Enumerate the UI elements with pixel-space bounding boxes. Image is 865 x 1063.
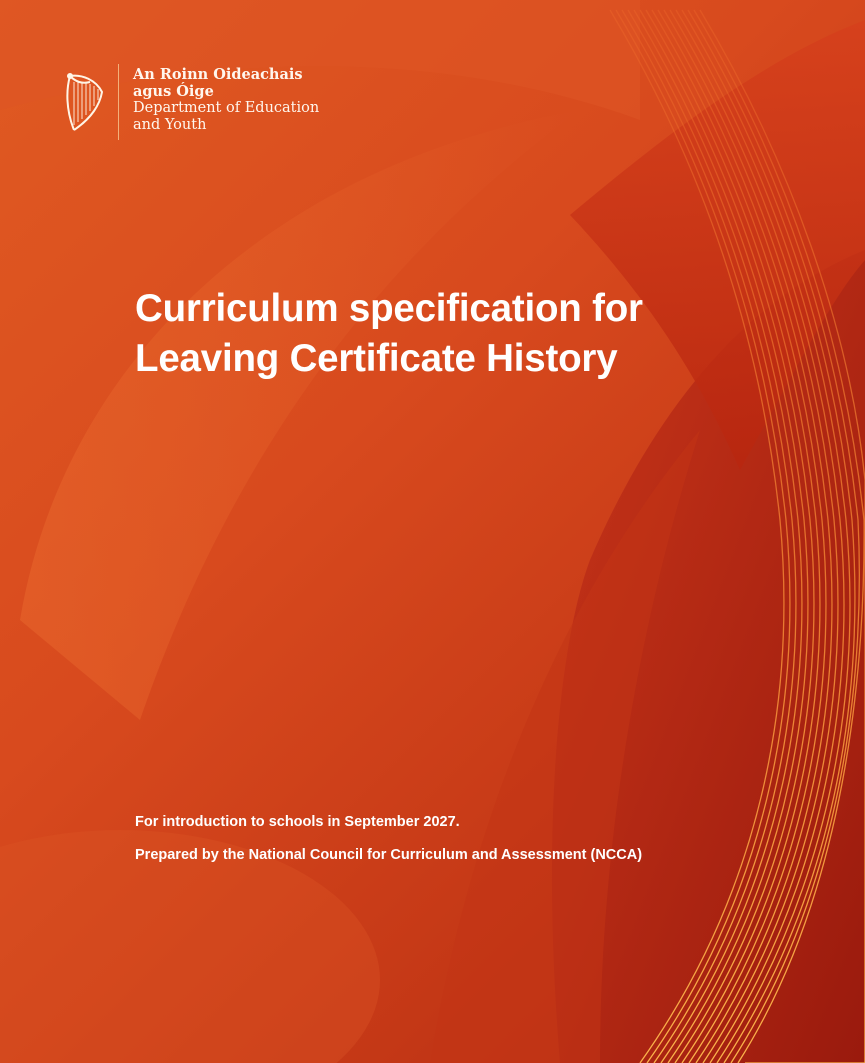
department-name (133, 66, 319, 134)
department-name-english-line2: and Youth (133, 117, 207, 133)
prepared-by-note: Prepared by the National Council for Curriculum and Assessment (NCCA) (135, 847, 643, 863)
department-name-english-line1: Department of Education (133, 100, 320, 116)
introduction-note: For introduction to schools in September 2027. (135, 814, 460, 830)
logo-divider (118, 64, 119, 140)
harp-icon (62, 70, 106, 136)
department-logo (62, 64, 322, 140)
title-line-2: Leaving Certificate History (135, 337, 618, 380)
title-line-1: Curriculum specification for (135, 287, 643, 330)
department-name-irish-line1: An Roinn Oideachais (133, 66, 303, 83)
document-title (135, 284, 815, 384)
department-name-irish-line2: agus Óige (133, 83, 214, 100)
